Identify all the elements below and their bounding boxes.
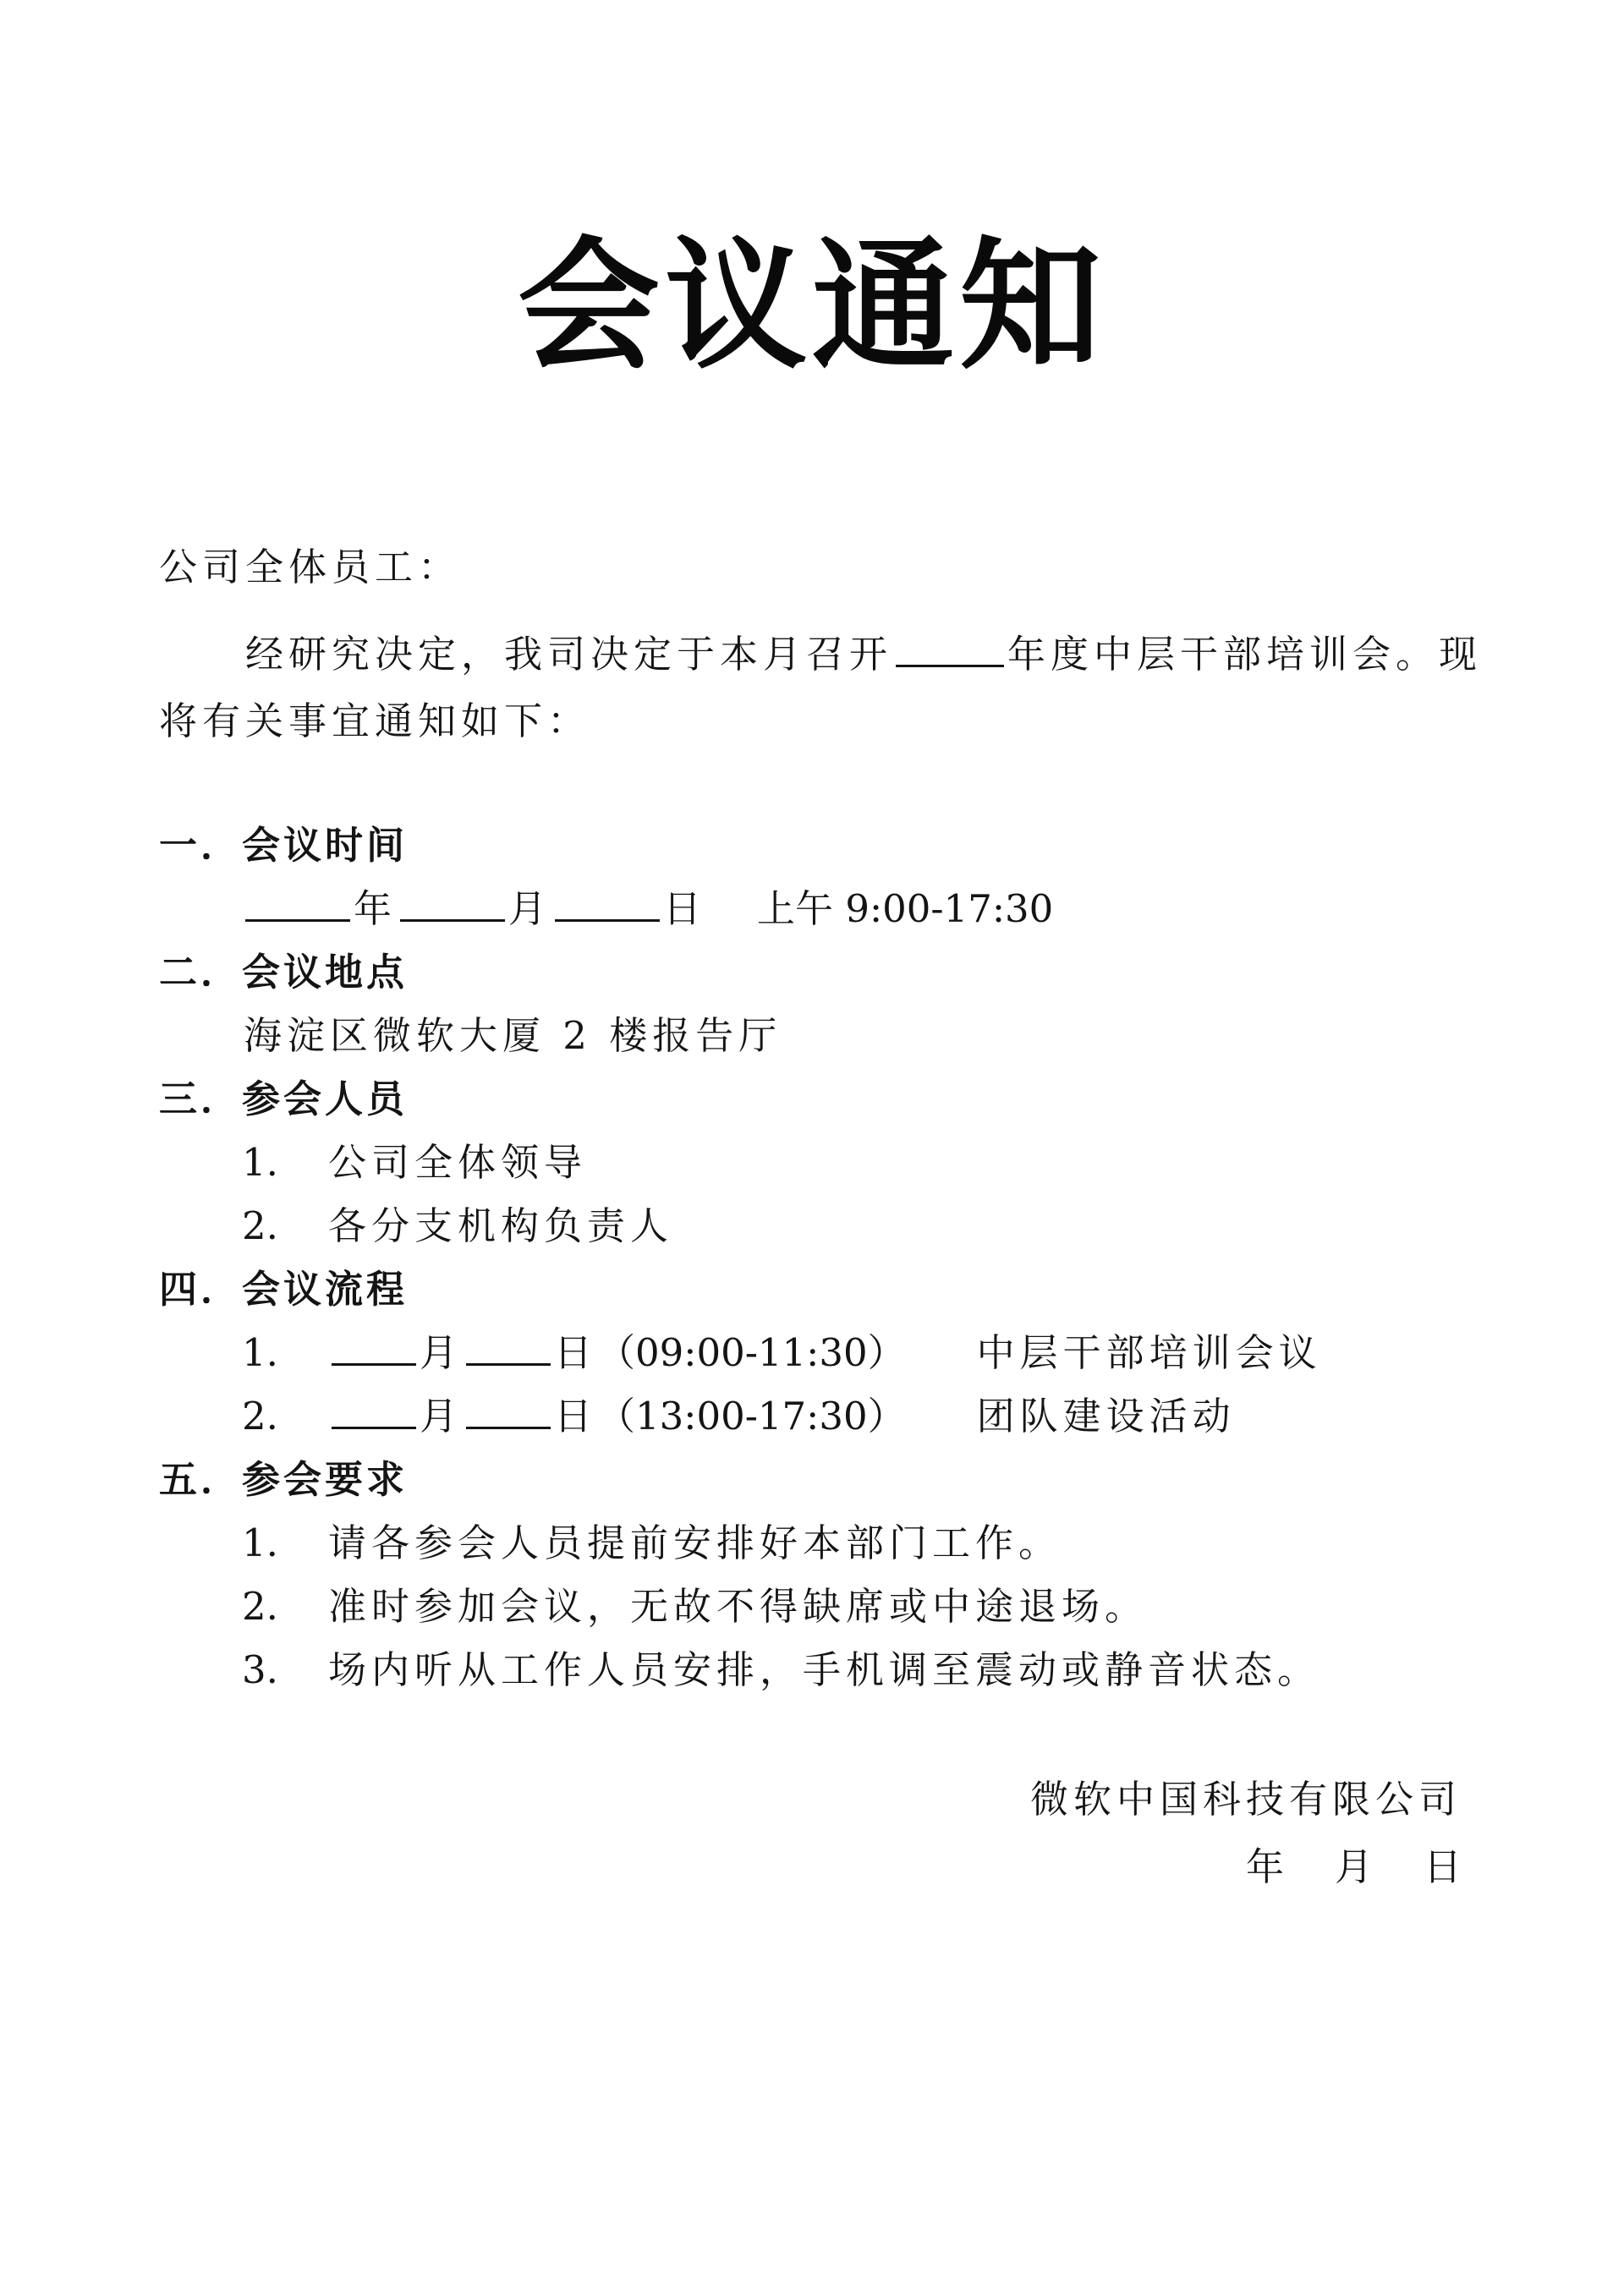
date-month-blank xyxy=(400,885,505,922)
date-day-blank xyxy=(555,885,660,922)
salutation: 公司全体员工： xyxy=(159,545,462,589)
date-month-label: 月 xyxy=(508,886,552,931)
signature-company: 微软中国科技有限公司 xyxy=(1029,1777,1462,1822)
agenda-activity: 中层干部培训会议 xyxy=(976,1330,1322,1375)
agenda-time: （09:00-11:30） xyxy=(597,1330,906,1375)
attendee-item xyxy=(242,1201,673,1252)
intro-text-a: 经研究决定，我司决定于本月召开 xyxy=(245,632,893,677)
agenda-day-blank xyxy=(466,1393,551,1429)
requirement-item-number: 3. xyxy=(242,1647,278,1692)
attendee-item-text: 各分支机构负责人 xyxy=(328,1203,674,1248)
intro-text-b: 年度中层干部培训会。现 xyxy=(1007,632,1483,677)
agenda-item-number: 1. xyxy=(242,1330,278,1375)
attendee-item xyxy=(242,1137,587,1188)
date-year-blank xyxy=(245,885,350,922)
agenda-day-label: 日 xyxy=(554,1394,598,1438)
agenda-time: （13:00-17:30） xyxy=(597,1394,906,1438)
agenda-activity: 团队建设活动 xyxy=(976,1394,1236,1438)
agenda-item xyxy=(242,1328,1322,1378)
section-attendees-heading: 三．参会人员 xyxy=(159,1077,409,1121)
requirement-item-number: 1. xyxy=(242,1521,278,1565)
meeting-address: 海淀区微软大厦 2 楼报告厅 xyxy=(244,1013,782,1058)
signature-day: 日 xyxy=(1423,1844,1462,1889)
section-time-heading: 一．会议时间 xyxy=(159,823,409,868)
year-blank xyxy=(896,631,1004,667)
signature-date xyxy=(1246,1842,1462,1893)
attendee-item-number: 1. xyxy=(242,1140,278,1185)
meeting-period: 上午 9:00-17:30 xyxy=(757,886,1054,931)
agenda-month-blank xyxy=(332,1329,416,1366)
requirement-item xyxy=(242,1645,1320,1696)
signature-month: 月 xyxy=(1334,1844,1373,1889)
section-requirements-heading: 五．参会要求 xyxy=(159,1457,409,1502)
section-place-heading: 二．会议地点 xyxy=(159,950,409,995)
section-agenda-heading: 四．会议流程 xyxy=(159,1267,409,1312)
requirement-item-number: 2. xyxy=(242,1584,278,1629)
agenda-day-blank xyxy=(466,1329,551,1366)
meeting-date-line xyxy=(242,884,1053,934)
agenda-month-blank xyxy=(332,1393,416,1429)
date-day-label: 日 xyxy=(663,886,707,931)
date-year-label: 年 xyxy=(354,886,398,931)
agenda-item-number: 2. xyxy=(242,1394,278,1438)
requirement-item-text: 准时参加会议，无故不得缺席或中途退场。 xyxy=(328,1584,1149,1629)
agenda-month-label: 月 xyxy=(420,1330,464,1375)
signature-year: 年 xyxy=(1245,1844,1284,1889)
agenda-item xyxy=(242,1391,1236,1442)
requirement-item xyxy=(242,1518,1062,1569)
intro-line-1 xyxy=(245,629,1482,680)
attendee-item-text: 公司全体领导 xyxy=(328,1140,588,1185)
page-title: 会议通知 xyxy=(518,223,1106,389)
attendee-item-number: 2. xyxy=(242,1203,278,1248)
requirement-item xyxy=(242,1581,1148,1632)
requirement-item-text: 请各参会人员提前安排好本部门工作。 xyxy=(328,1521,1062,1565)
agenda-day-label: 日 xyxy=(554,1330,598,1375)
requirement-item-text: 场内听从工作人员安排，手机调至震动或静音状态。 xyxy=(328,1647,1321,1692)
agenda-month-label: 月 xyxy=(420,1394,464,1438)
intro-line-2: 将有关事宜通知如下： xyxy=(159,699,591,743)
